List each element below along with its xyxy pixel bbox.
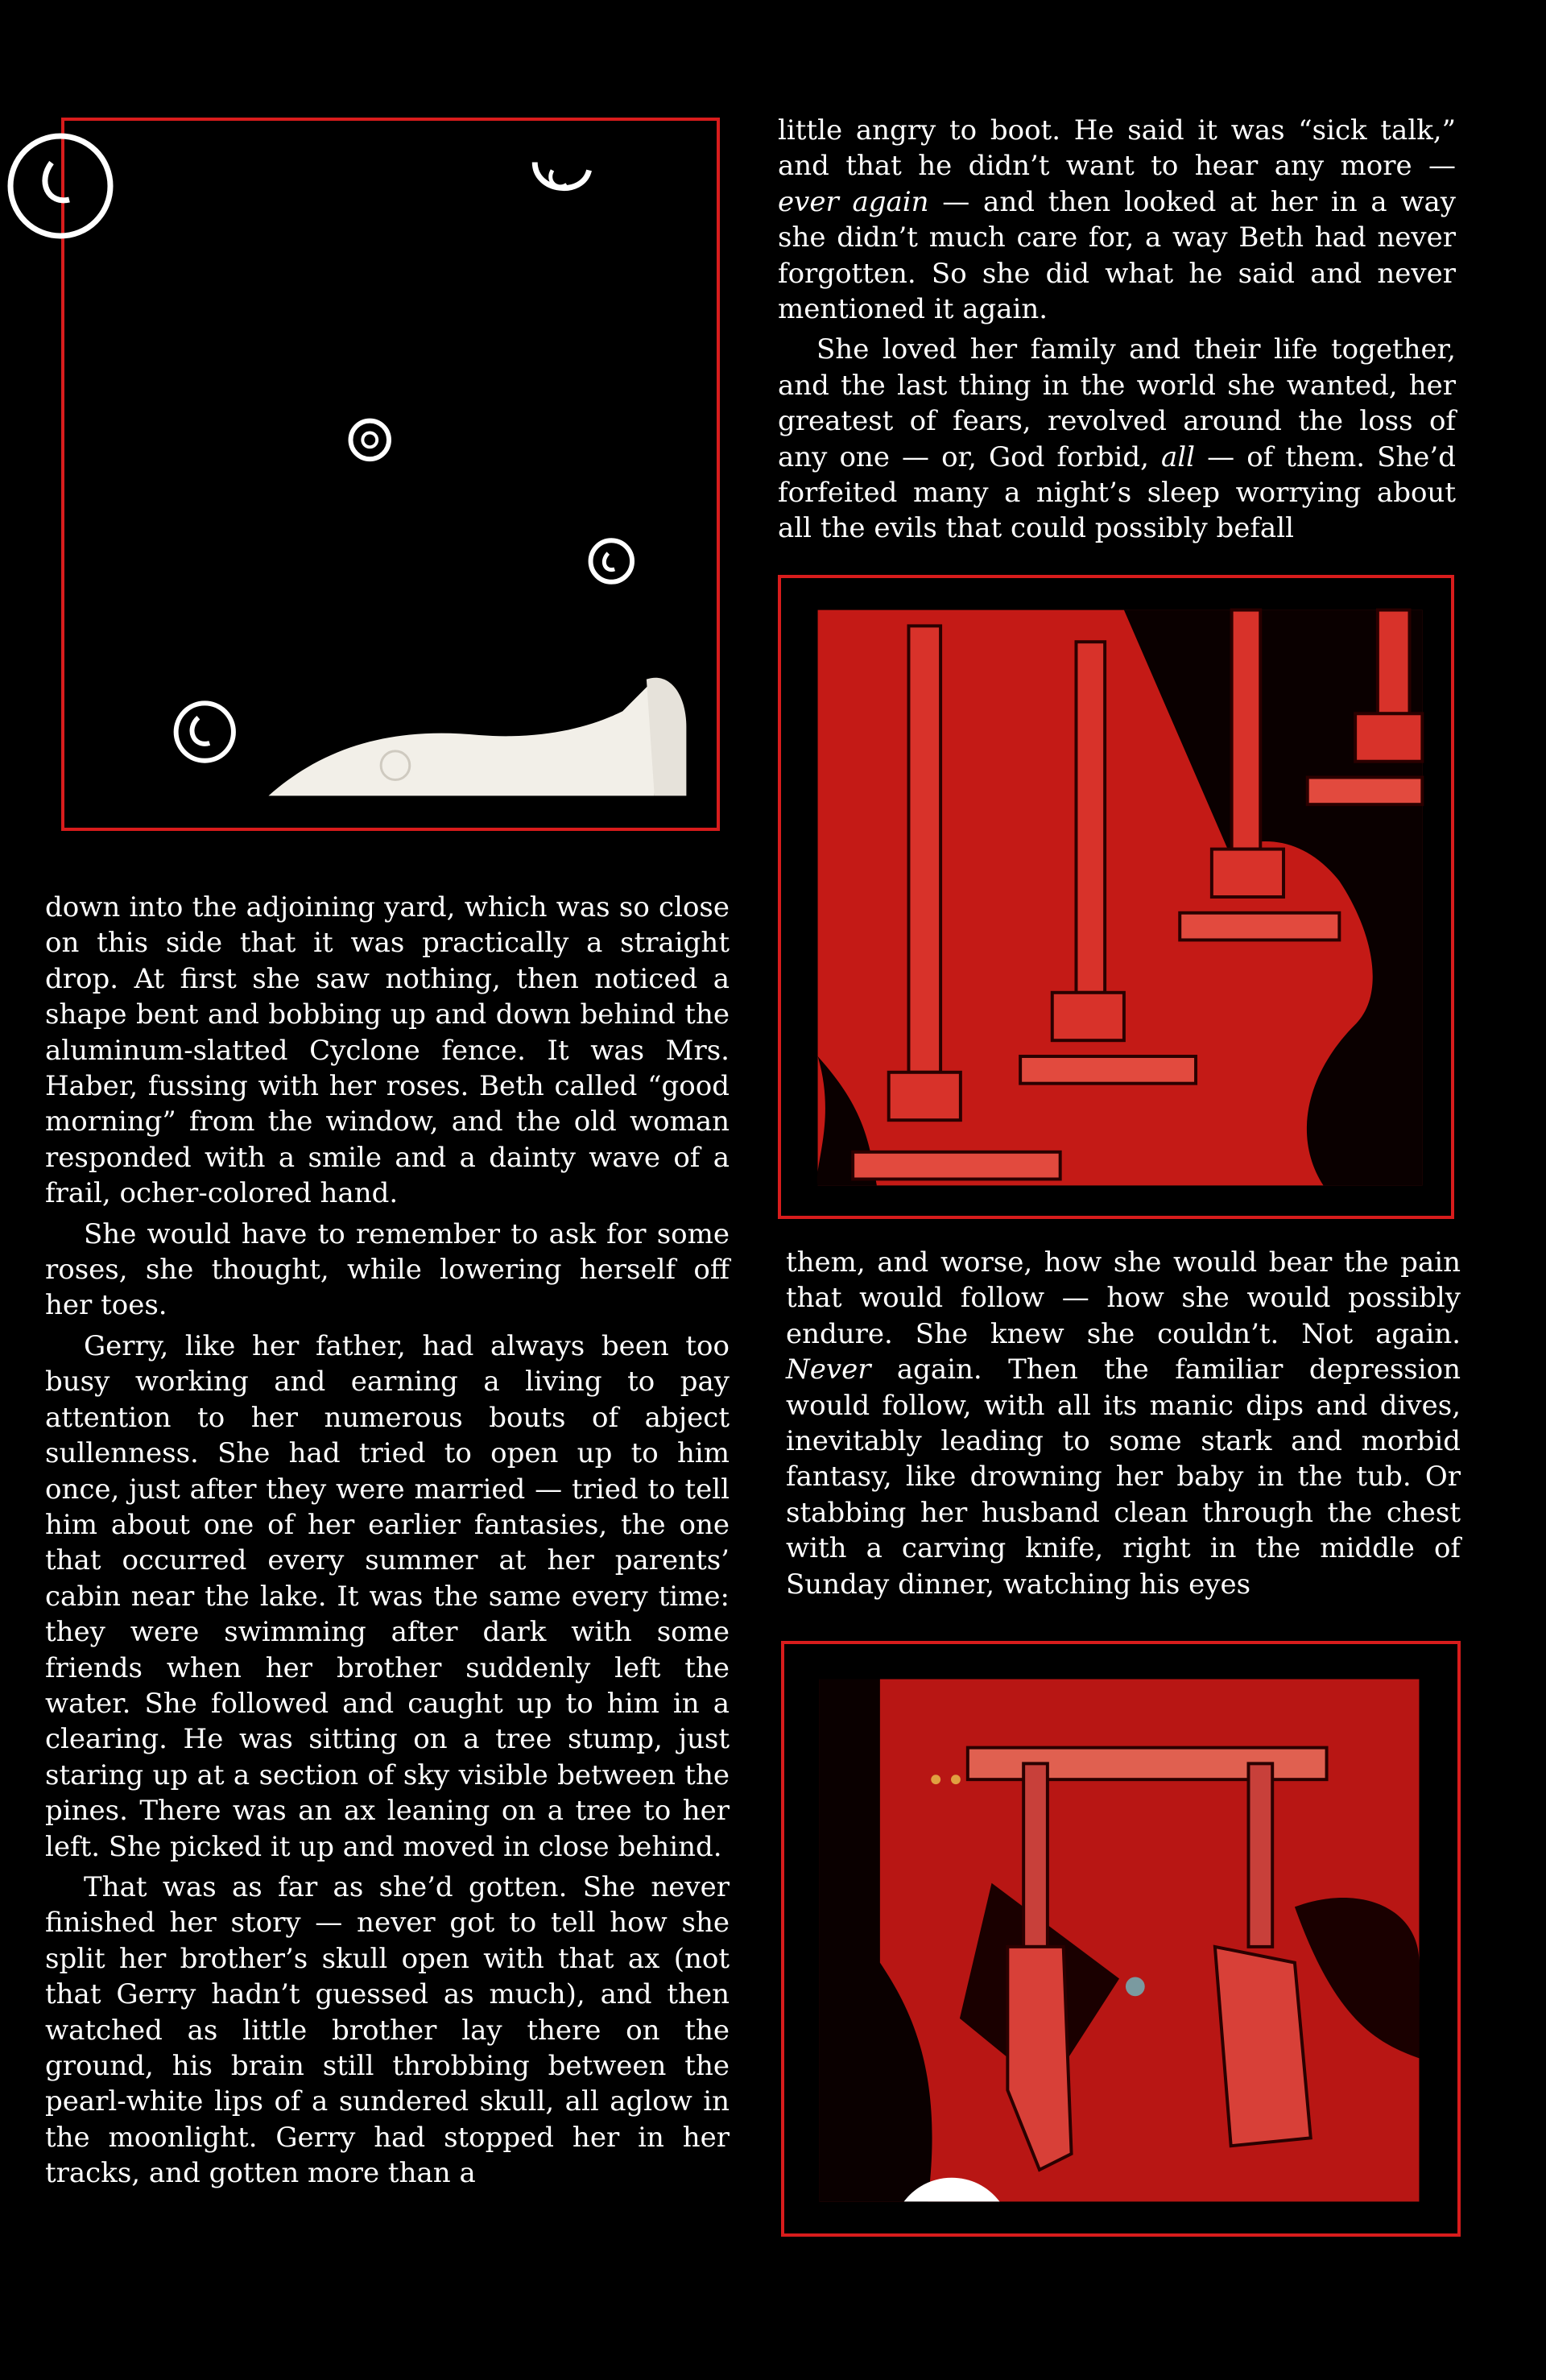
text-run: — of them. She’d forfeited many a night’s sleep worrying about all the evils that could possibly befall [778,440,1456,545]
text-run-italic: Never [786,1353,871,1386]
text-column-right-mid [786,1245,1461,1602]
text-run: — and then looked at her in a way she didn’t much care for, a way Beth had never forgotten. So she did what he said and never mentioned it again. [778,185,1456,326]
paragraph [778,332,1456,546]
text-run: them, and worse, how she would bear the pain that would follow — how she would possibly endure. She knew she couldn’t. Not again. [786,1246,1461,1350]
text-run-italic: all [1161,440,1196,473]
paragraph: down into the adjoining yard, which was so close on this side that it was practically a straight drop. At first she saw nothing, then noticed a shape bent and bobbing up and down behind the aluminum-slatted Cyclone fence. It was Mrs. Haber, fussing with her roses. Beth called “good morning” from the window, and the old woman responded with a smile and a dainty wave of a frail, ocher-colored hand. [45,891,730,1210]
cleavers-illustration [784,1644,1457,2233]
bubble-overhang-decoration [5,130,116,242]
night-bubbles-illustration [64,121,717,828]
panel-staircase [778,575,1454,1219]
paragraph: That was as far as she’d gotten. She never finished her story — never got to tell how she split her brother’s skull open with that ax (not that Gerry hadn’t guessed as much), and then watched as little brother lay there on the ground, his brain still throbbing between the pearl-white lips of a sundered skull, all aglow in the moonlight. Gerry had stopped her in her tracks, and gotten more than a [45,1870,730,2190]
paragraph [786,1245,1461,1602]
paragraph: Gerry, like her father, had always been too busy working and earning a living to pay attention to her numerous bouts of abject sullenness. She had tried to open up to him once, just after they were married — tried to tell him about one of her earlier fantasies, the one that occurred every summer at her parents’ cabin near the lake. It was the same every time: they were swimming after dark with some friends when her brother suddenly left the water. She followed and caught up to him in a clearing. He was sitting on a tree stump, just staring up at a section of sky visible between the pines. There was an ax leaning on a tree to her left. She picked it up and moved in close behind. [45,1329,730,1863]
text-run: She loved her family and their life together, and the last thing in the world she wanted, her greatest of fears, revolved around the loss of any one — or, God forbid, [778,333,1456,473]
paragraph [778,113,1456,327]
text-run: again. Then the familiar depression would follow, with all its manic dips and dives, inevitably leading to some stark and morbid fantasy, like drowning her baby in the tub. Or stabbing her husband clean through the chest with a carving knife, right in the middle of Sunday dinner, watching his eyes [786,1353,1461,1601]
text-run-italic: ever again [778,185,929,218]
text-column-left [45,890,730,2192]
panel-cleavers [781,1641,1461,2237]
staircase-illustration [781,578,1451,1216]
panel-night-bubbles [61,118,720,831]
paragraph: She would have to remember to ask for some roses, she thought, while lowering herself off her toes. [45,1217,730,1322]
bubble-overhang-icon [5,130,116,242]
text-run: little angry to boot. He said it was “sick talk,” and that he didn’t want to hear any more — [778,114,1456,183]
text-column-right-top [778,113,1456,547]
